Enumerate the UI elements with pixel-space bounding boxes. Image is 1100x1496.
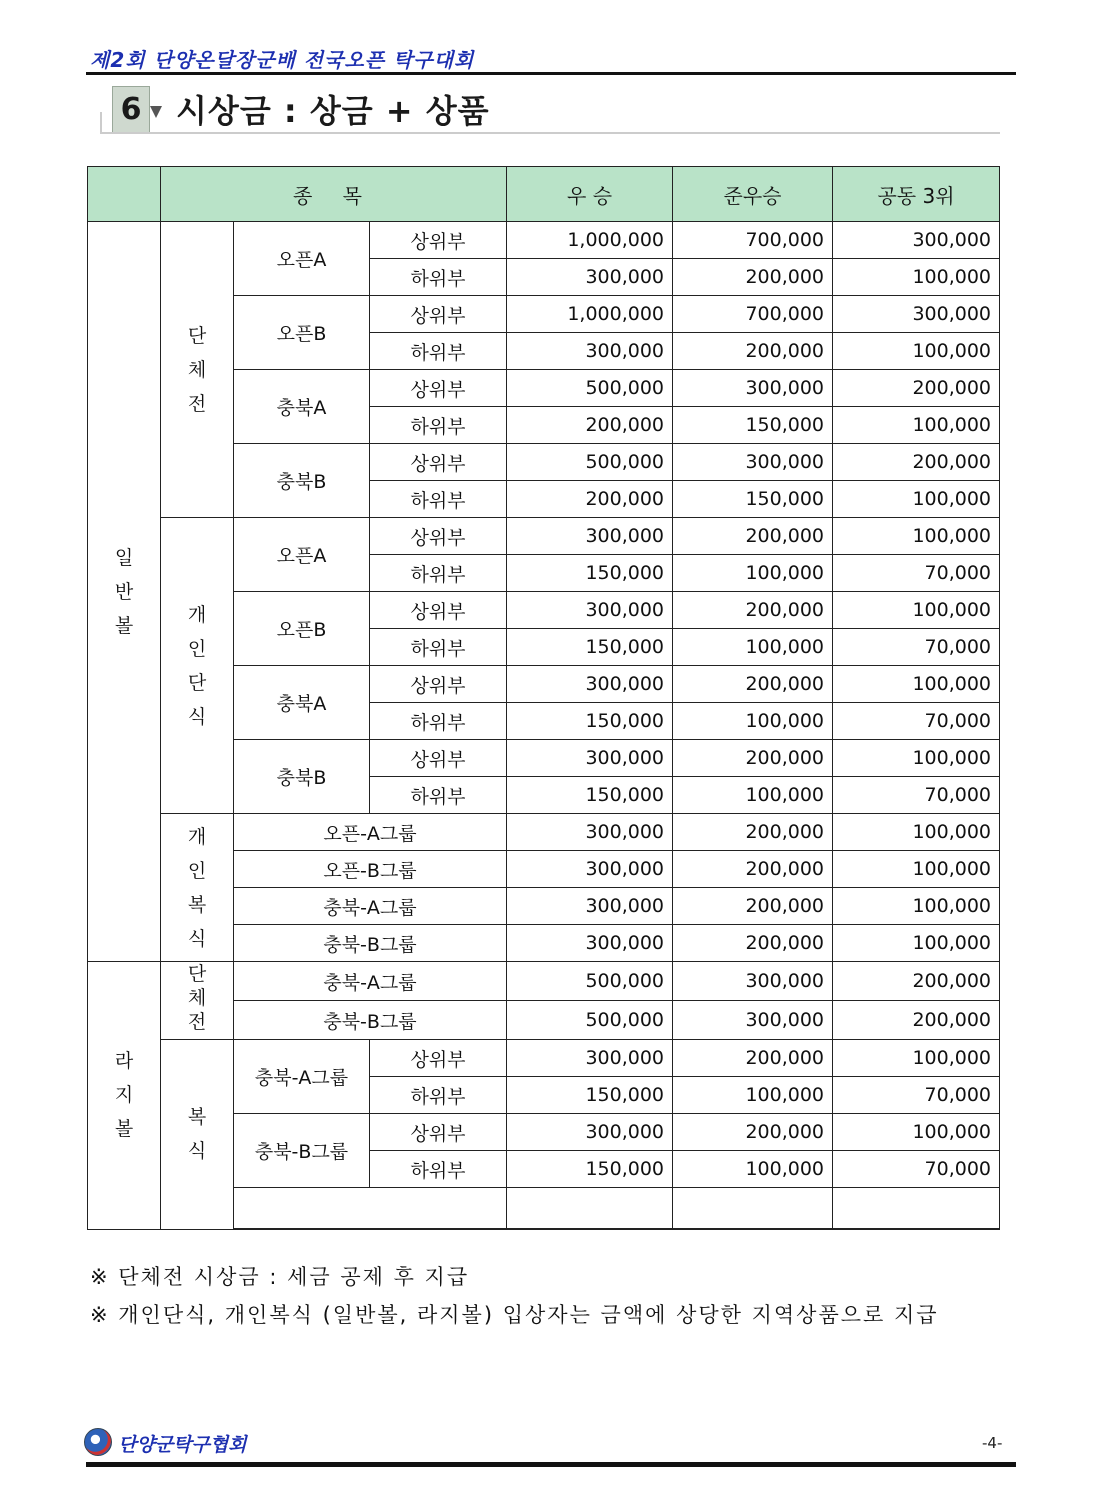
third-prize: 100,000: [833, 888, 1000, 925]
group-name: 오픈B: [234, 296, 370, 370]
footer-org: 단양군탁구협회: [118, 1434, 247, 1456]
first-prize: 500,000: [507, 1001, 673, 1040]
second-prize: 200,000: [673, 851, 833, 888]
note-item: ※ 단체전 시상금 : 세금 공제 후 지급: [90, 1265, 470, 1289]
group-name: 충북B: [234, 740, 370, 814]
division: 상위부: [370, 1040, 507, 1077]
group-name: 충북-A그룹: [234, 888, 507, 925]
third-prize: 100,000: [833, 407, 1000, 444]
division: 상위부: [370, 592, 507, 629]
event-title: 제2회 단양온달장군배 전국오픈 탁구대회: [90, 48, 475, 72]
section-arrow-icon: [150, 106, 162, 118]
third-prize: 300,000: [833, 222, 1000, 259]
third-prize: 100,000: [833, 851, 1000, 888]
second-prize: 100,000: [673, 555, 833, 592]
division: 하위부: [370, 777, 507, 814]
group-name: 충북B: [234, 444, 370, 518]
second-prize: 100,000: [673, 1151, 833, 1188]
footer-rule: [86, 1462, 1016, 1467]
second-prize: 300,000: [673, 444, 833, 481]
first-prize: 200,000: [507, 407, 673, 444]
subcategory-singles-label: 개인단식: [187, 603, 207, 728]
header-second: 준우승: [673, 167, 833, 222]
second-prize: 200,000: [673, 1040, 833, 1077]
first-prize: 500,000: [507, 962, 673, 1001]
first-prize: 300,000: [507, 592, 673, 629]
first-prize: 150,000: [507, 777, 673, 814]
second-prize: 100,000: [673, 1077, 833, 1114]
third-prize: 100,000: [833, 740, 1000, 777]
header-blank: [88, 167, 161, 222]
division: 하위부: [370, 407, 507, 444]
second-prize: 150,000: [673, 407, 833, 444]
empty-cell: [507, 1188, 673, 1230]
notes: [90, 1258, 939, 1334]
section-number: 6: [112, 86, 150, 134]
second-prize: 100,000: [673, 703, 833, 740]
subcategory-singles: [161, 518, 234, 814]
table-row: [88, 814, 1000, 851]
group-name: 충북-B그룹: [234, 1001, 507, 1040]
second-prize: 100,000: [673, 777, 833, 814]
page-number: -4-: [982, 1434, 1003, 1452]
empty-cell: [234, 1188, 507, 1230]
subcategory-large-team-label: 단체전: [187, 963, 207, 1033]
third-prize: 100,000: [833, 1040, 1000, 1077]
third-prize: 200,000: [833, 1001, 1000, 1040]
first-prize: 200,000: [507, 481, 673, 518]
first-prize: 150,000: [507, 1151, 673, 1188]
header-third: 공동 3위: [833, 167, 1000, 222]
third-prize: 70,000: [833, 629, 1000, 666]
first-prize: 150,000: [507, 1077, 673, 1114]
first-prize: 300,000: [507, 740, 673, 777]
first-prize: 300,000: [507, 333, 673, 370]
subcategory-large-team: [161, 962, 234, 1040]
category-large: [88, 962, 161, 1230]
table-row: [88, 222, 1000, 259]
division: 하위부: [370, 1151, 507, 1188]
third-prize: 100,000: [833, 518, 1000, 555]
second-prize: 200,000: [673, 740, 833, 777]
subcategory-doubles-label: 개인복식: [187, 825, 207, 950]
subcategory-team-label: 단체전: [187, 324, 207, 415]
division: 하위부: [370, 555, 507, 592]
second-prize: 200,000: [673, 666, 833, 703]
category-large-label: 라지볼: [114, 1050, 134, 1141]
table-row: [88, 1040, 1000, 1077]
third-prize: 100,000: [833, 259, 1000, 296]
empty-cell: [833, 1188, 1000, 1230]
group-name: 충북-A그룹: [234, 1040, 370, 1114]
first-prize: 300,000: [507, 925, 673, 962]
first-prize: 300,000: [507, 888, 673, 925]
division: 상위부: [370, 1114, 507, 1151]
first-prize: 300,000: [507, 518, 673, 555]
group-name: 오픈-A그룹: [234, 814, 507, 851]
first-prize: 300,000: [507, 1114, 673, 1151]
division: 상위부: [370, 666, 507, 703]
category-general: [88, 222, 161, 962]
third-prize: 70,000: [833, 555, 1000, 592]
division: 상위부: [370, 518, 507, 555]
third-prize: 100,000: [833, 592, 1000, 629]
second-prize: 300,000: [673, 1001, 833, 1040]
prize-table-body: [88, 167, 1000, 1230]
header-rule: [86, 72, 1016, 75]
first-prize: 300,000: [507, 814, 673, 851]
empty-cell: [673, 1188, 833, 1230]
table-header-row: [88, 167, 1000, 222]
first-prize: 300,000: [507, 1040, 673, 1077]
note-item: ※ 개인단식, 개인복식 (일반볼, 라지볼) 입상자는 금액에 상당한 지역상품으로 지급: [90, 1303, 939, 1327]
group-name: 충북-B그룹: [234, 925, 507, 962]
second-prize: 200,000: [673, 814, 833, 851]
section-bracket: [100, 112, 102, 134]
subcategory-team: [161, 222, 234, 518]
first-prize: 1,000,000: [507, 296, 673, 333]
third-prize: 70,000: [833, 777, 1000, 814]
second-prize: 200,000: [673, 259, 833, 296]
third-prize: 200,000: [833, 962, 1000, 1001]
third-prize: 70,000: [833, 1077, 1000, 1114]
association-logo-icon: [84, 1428, 112, 1456]
third-prize: 70,000: [833, 703, 1000, 740]
division: 상위부: [370, 370, 507, 407]
subcategory-large-doubles: [161, 1040, 234, 1230]
second-prize: 150,000: [673, 481, 833, 518]
subcategory-doubles: [161, 814, 234, 962]
first-prize: 300,000: [507, 259, 673, 296]
division: 상위부: [370, 222, 507, 259]
second-prize: 200,000: [673, 1114, 833, 1151]
category-general-label: 일반볼: [114, 546, 134, 637]
division: 하위부: [370, 481, 507, 518]
division: 하위부: [370, 1077, 507, 1114]
first-prize: 300,000: [507, 851, 673, 888]
second-prize: 200,000: [673, 333, 833, 370]
group-name: 충북A: [234, 370, 370, 444]
group-name: 오픈A: [234, 518, 370, 592]
header-first: 우 승: [507, 167, 673, 222]
division: 상위부: [370, 296, 507, 333]
first-prize: 150,000: [507, 629, 673, 666]
third-prize: 100,000: [833, 666, 1000, 703]
prize-table: [87, 166, 1000, 1230]
second-prize: 200,000: [673, 592, 833, 629]
group-name: 충북-B그룹: [234, 1114, 370, 1188]
group-name: 오픈A: [234, 222, 370, 296]
third-prize: 70,000: [833, 1151, 1000, 1188]
third-prize: 200,000: [833, 444, 1000, 481]
division: 하위부: [370, 703, 507, 740]
section-heading: [100, 82, 1000, 138]
second-prize: 200,000: [673, 888, 833, 925]
division: 하위부: [370, 629, 507, 666]
first-prize: 1,000,000: [507, 222, 673, 259]
third-prize: 100,000: [833, 481, 1000, 518]
third-prize: 200,000: [833, 370, 1000, 407]
section-underline: [100, 132, 1000, 134]
group-name: 오픈B: [234, 592, 370, 666]
second-prize: 700,000: [673, 296, 833, 333]
first-prize: 150,000: [507, 703, 673, 740]
first-prize: 150,000: [507, 555, 673, 592]
table-row: [88, 518, 1000, 555]
first-prize: 500,000: [507, 370, 673, 407]
second-prize: 200,000: [673, 925, 833, 962]
third-prize: 100,000: [833, 1114, 1000, 1151]
division: 하위부: [370, 259, 507, 296]
header-event: 종 목: [161, 167, 507, 222]
table-row: [88, 962, 1000, 1001]
second-prize: 300,000: [673, 962, 833, 1001]
second-prize: 100,000: [673, 629, 833, 666]
third-prize: 300,000: [833, 296, 1000, 333]
section-title: 시상금 : 상금 + 상품: [176, 92, 490, 130]
group-name: 오픈-B그룹: [234, 851, 507, 888]
group-name: 충북A: [234, 666, 370, 740]
first-prize: 500,000: [507, 444, 673, 481]
group-name: 충북-A그룹: [234, 962, 507, 1001]
division: 상위부: [370, 444, 507, 481]
third-prize: 100,000: [833, 814, 1000, 851]
division: 하위부: [370, 333, 507, 370]
second-prize: 200,000: [673, 518, 833, 555]
third-prize: 100,000: [833, 925, 1000, 962]
second-prize: 700,000: [673, 222, 833, 259]
division: 상위부: [370, 740, 507, 777]
first-prize: 300,000: [507, 666, 673, 703]
subcategory-large-doubles-label: 복식: [187, 1106, 207, 1163]
second-prize: 300,000: [673, 370, 833, 407]
third-prize: 100,000: [833, 333, 1000, 370]
